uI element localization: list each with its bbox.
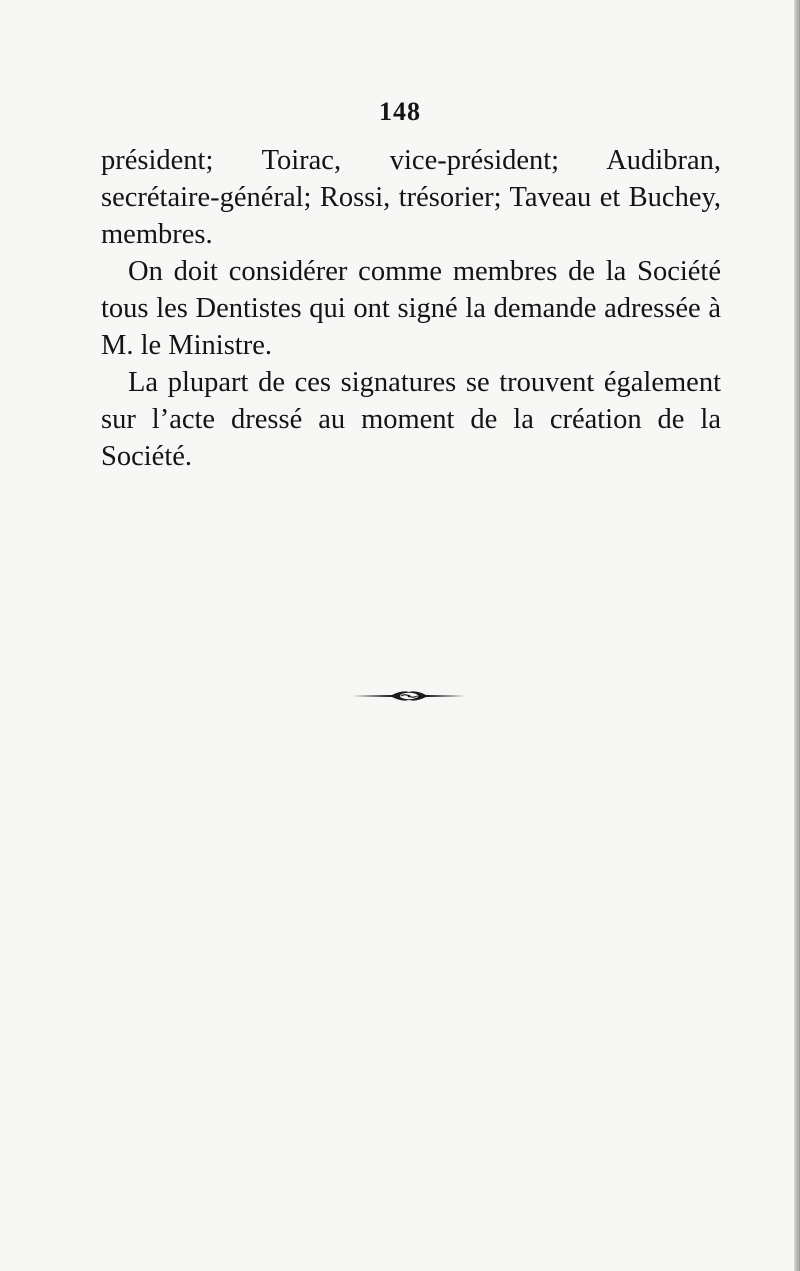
page-number: 148 <box>379 97 421 126</box>
body-text <box>101 142 721 475</box>
paragraph-officers: président; Toirac, vice-président; Audibran, secrétaire-général; Rossi, trésorier; Taveau et Buchey, membres. <box>101 145 721 250</box>
bleed-through-texture <box>95 390 735 1210</box>
paragraph-signatures: La plupart de ces signatures se trouvent également sur l’acte dressé au moment de la création de la Société. <box>101 367 721 472</box>
paragraph-members: On doit considérer comme membres de la Société tous les Dentistes qui ont signé la demande adressée à M. le Ministre. <box>101 256 721 361</box>
page-edge-shadow <box>794 0 800 1271</box>
fleuron-rule-icon <box>352 689 466 703</box>
